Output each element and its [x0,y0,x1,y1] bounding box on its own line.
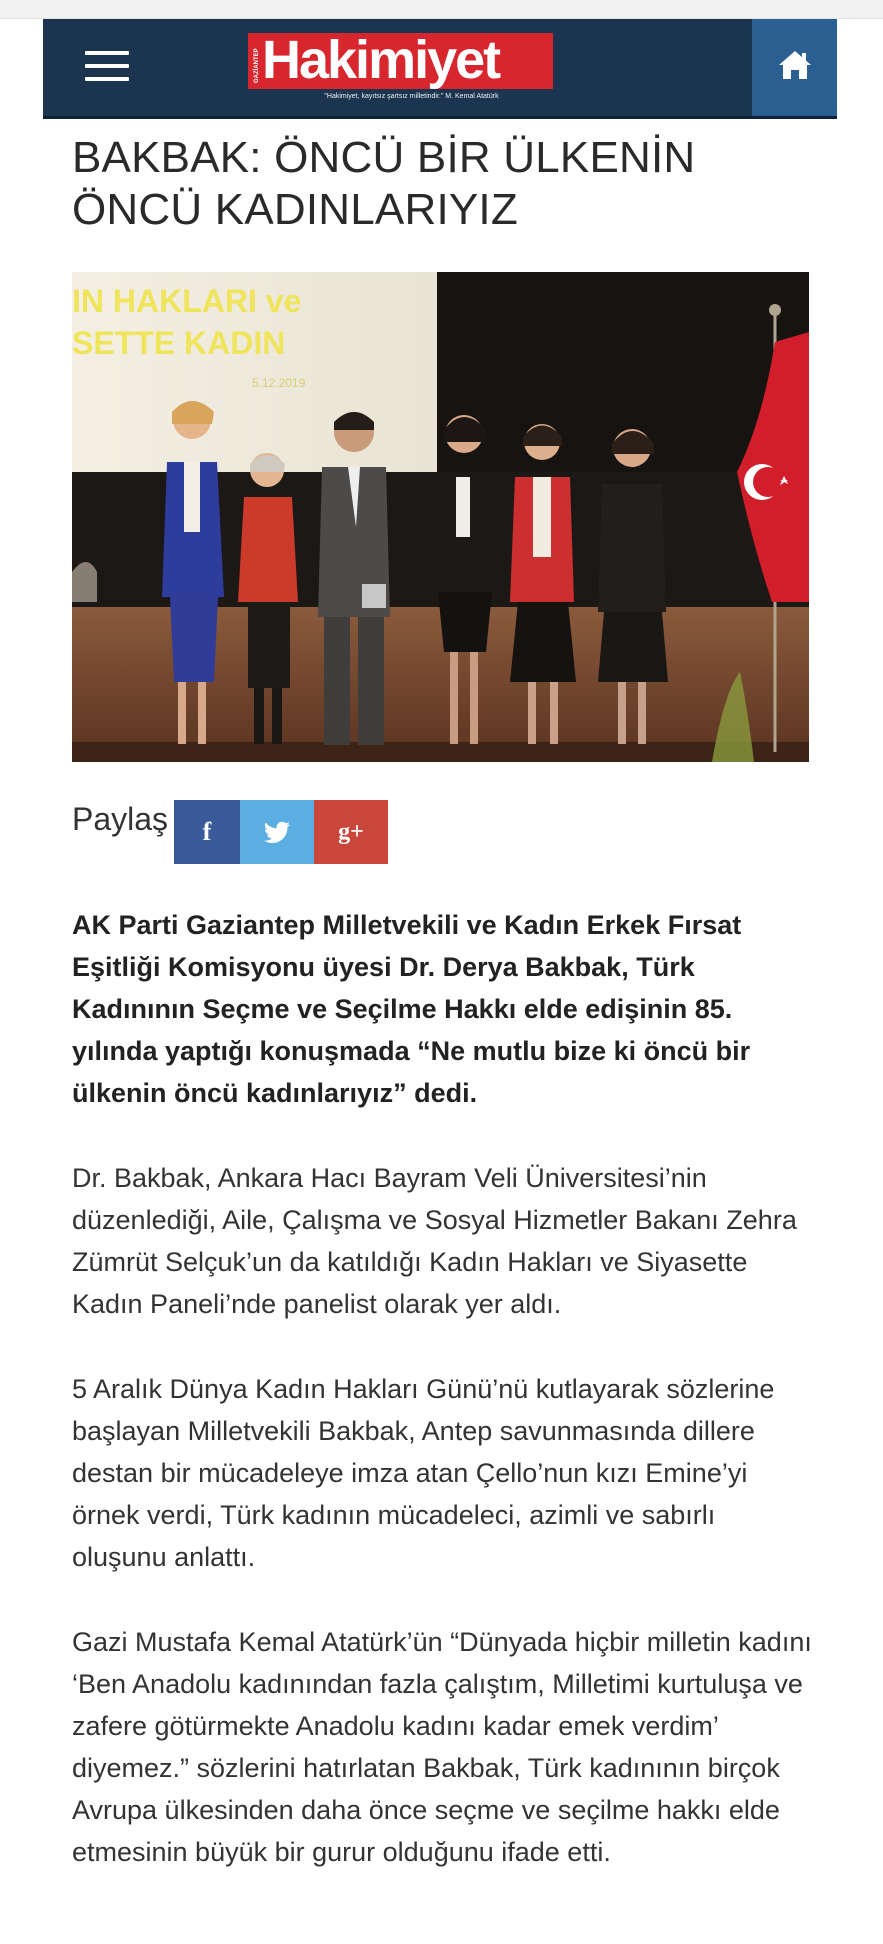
logo-side-lettering [251,39,261,85]
header-bottom-border [43,116,837,119]
google-plus-icon: g+ [338,819,364,845]
google-plus-share-button[interactable] [314,800,388,864]
logo-wordmark: Hakimiyet [262,30,500,90]
hamburger-menu-icon[interactable] [85,49,129,85]
facebook-icon: f [202,817,212,846]
article-paragraph: 5 Aralık Dünya Kadın Hakları Günü’nü kutlayarak sözlerine başlayan Milletvekili Bakbak, Antep savunmasında dillere destan bir mücadeleye imza atan Çello’nun kızı Emine’yi örnek verdi, Türk kadının mücadeleci, azimli ve sabırlı oluşunu anlattı. [72,1374,775,1572]
article-body [72,904,812,1916]
home-button[interactable] [752,19,837,116]
article-paragraph: Gazi Mustafa Kemal Atatürk’ün “Dünyada hiçbir milletin kadını ‘Ben Anadolu kadınından fazla çalıştım, Milletimi kurtuluşa ve zafere götürmekte Anadolu kadını kadar emek verdim’ diyemez.” sözlerini hatırlatan Bakbak, Türk kadınının birçok Avrupa ülkesinden daha önce seçme ve seçilme hakkı elde etmesinin büyük bir gurur olduğunu ifade etti. [72,1627,812,1867]
svg-text:GAZİANTEP: GAZİANTEP [254,48,260,83]
photo-banner-line2: SETTE KADIN [72,325,286,361]
twitter-share-button[interactable] [240,800,314,864]
share-label: Paylaş [72,801,169,837]
photo-banner-line1: IN HAKLARI ve [72,283,302,319]
article-photo [72,272,809,762]
article-paragraph: Dr. Bakbak, Ankara Hacı Bayram Veli Üniversitesi’nin düzenlediği, Aile, Çalışma ve Sosyal Hizmetler Bakanı Zehra Zümrüt Selçuk’un da katıldığı Kadın Hakları ve Siyasette Kadın Paneli’nde panelist olarak yer aldı. [72,1163,797,1319]
logo-red-box [248,30,553,90]
site-logo[interactable] [248,30,553,105]
logo-side-text [251,39,261,87]
browser-top-strip [0,0,883,19]
home-icon [777,49,813,81]
article-title: BAKBAK: ÖNCÜ BİR ÜLKENİN ÖNCÜ KADINLARIYIZ [72,133,696,234]
menu-bar-middle [85,64,129,68]
article-photo-image [72,272,809,762]
article-lead-paragraph: AK Parti Gaziantep Milletvekili ve Kadın Erkek Fırsat Eşitliği Komisyonu üyesi Dr. Derya Bakbak, Türk Kadınının Seçme ve Seçilme Hakkı elde edişinin 85. yılında yaptığı konuşmada “Ne mutlu bize ki öncü bir ülkenin öncü kadınlarıyız” dedi. [72,910,751,1108]
photo-banner-date: 5.12.2019 [252,376,306,390]
twitter-icon [263,821,291,845]
menu-bar-bottom [85,77,129,81]
logo-slogan: "Hakimiyet, kayıtsız şartsız milletindir." M. Kemal Atatürk [324,93,499,100]
site-header [43,19,837,116]
facebook-share-button[interactable] [174,800,240,864]
menu-bar-top [85,51,129,55]
